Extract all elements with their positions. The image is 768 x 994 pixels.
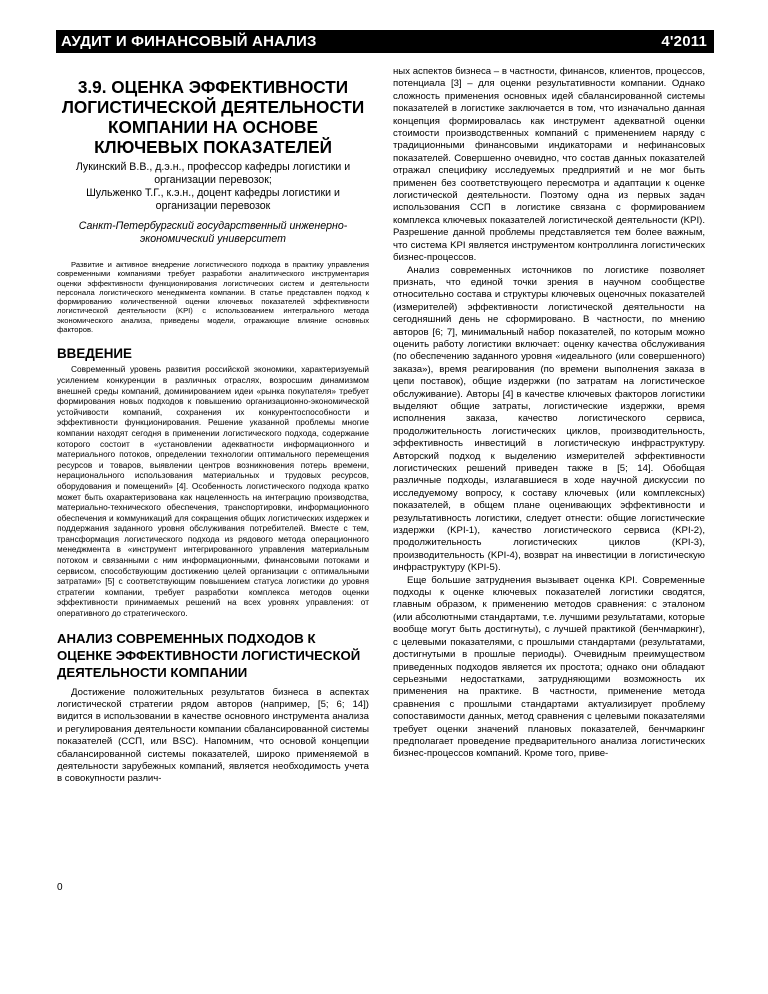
- right-paragraph-2: Анализ современных источников по логистике позволяет признать, что единой точки зрения в научном сообществе относительно состава и структуры ключевых оценочных показателей (измерителей) эффективности логистической деятельности на сегодняшний день не сформировано. В частности, по мнению авторов [6; 7], минимальный набор показателей, по которым можно оценить работу логистики включает: оценку качества обслуживания (по обеспечению заданного уровня «идеального (или совершенного) заказа»), время реагирования (по времени выполнения заказа в цепи поставок), общие издержки (по затратам на логистическое обслуживание). Авторы [4] в качестве ключевых факторов логистики выделяют общие затраты, логистические издержки, время исполнения заказа, качество логистического сервиса, продолжительность логистических циклов, производительность, эффективность инвестиций в логистическую инфраструктуру. Авторский подход к выделению измерителей эффективности логистических решений приведен также в [5; 14]. Обобщая различные подходы, излагавшиеся в ходе научной дискуссии по исследуемому вопросу, к составу ключевых (или комплексных) показателей, в общем плане оценивающих эффективности и результативность логистики, следует отнести: общие логистические издержки (KPI-1), качество логистического сервиса (KPI-2), продолжительность логистических циклов (KPI-3), производительность (KPI-4), возврат на инвестиции в логистическую инфраструктуру (KPI-5).: [393, 264, 705, 574]
- author-1: Лукинский В.В., д.э.н., профессор кафедры логистики и организации перевозок;: [75, 161, 351, 186]
- analysis-heading: АНАЛИЗ СОВРЕМЕННЫХ ПОДХОДОВ К ОЦЕНКЕ ЭФФЕКТИВНОСТИ ЛОГИСТИЧЕСКОЙ ДЕЯТЕЛЬНОСТИ КОМПАНИИ: [57, 630, 361, 680]
- intro-heading: ВВЕДЕНИЕ: [57, 346, 132, 362]
- intro-paragraph: Современный уровень развития российской экономики, характеризуемый усилением конкуренции в различных отраслях, возросшим динамизмом внешней среды компаний, доминированием идеи «рынка покупателя» требует формирования новых подходов к повышению организационно-экономической устойчивости компаний, сохранения их конкурентоспособности и эффективности функционирования. Решение указанной проблемы многие компании находят сегодня в применении логистического подхода, содержание которого состоит в «установлении адекватности информационного и материального потоков, определении технологии оптимального перемещения ресурсов и товаров, выявлении центров возникновения потерь времени, нерационального использования материальных и трудовых ресурсов, оборудования и помещений» [4]. Особенность логистического подхода кратко может быть охарактеризована как нацеленность на интеграцию производства, материально-технического обеспечения, транспортировки, информационного обеспечения и коммуникаций для сокращения общих логистических издержек и поддержания заданного уровня обслуживания потребителей. Вместе с тем, трансформация логистического подхода из рядового метода операционного менеджмента в «инструмент интегрированного управления материальным потоком и связанными с ним информационными, финансовыми потоками и сервисом, способствующим достижению целей организации с оптимальными затратами» [5] с соответствующим повышением статуса логистики до уровня стратегии компании, требует разработки комплекса методов оценки эффективности принимаемых решений на всех уровнях управления: от оперативного до стратегического.: [57, 364, 369, 619]
- author-list: [57, 161, 369, 213]
- right-column: [393, 66, 705, 761]
- analysis-paragraph: Достижение положительных результатов бизнеса в аспектах логистической стратегии рядом авторов (например, [5; 6; 14]) видится в использовании в качестве основного инструмента анализа и регулирования деятельности компании сбалансированной системы показателей (ССП, или BSC). Напомним, что основой концепции сбалансированной системы показателей, широко применяемой в деятельности зарубежных компаний, является необходимость учета в совокупности различ-: [57, 686, 369, 785]
- author-affiliation: Санкт-Петербургский государственный инженерно-экономический университет: [78, 220, 348, 245]
- author-2: Шульженко Т.Г., к.э.н., доцент кафедры логистики и организации перевозок: [86, 187, 340, 212]
- page-number: 0: [57, 882, 63, 893]
- article-title: 3.9. ОЦЕНКА ЭФФЕКТИВНОСТИ ЛОГИСТИЧЕСКОЙ ДЕЯТЕЛЬНОСТИ КОМПАНИИ НА ОСНОВЕ КЛЮЧЕВЫХ ПОКАЗАТЕЛЕЙ: [61, 77, 365, 157]
- right-paragraph-1: ных аспектов бизнеса – в частности, финансов, клиентов, процессов, потенциала [3] – для оценки результативности компании. Однако сложность применения основных идей сбалансированной системы показателей в логистике заключается в том, что изначально данная концепция формировалась как инструмент адекватной оценки стоимости производственных компаний с применением наряду с традиционными финансовыми индикаторами и нефинансовых показателей. Совершенно очевидно, что состав данных показателей отражал специфику исследуемых предприятий и не мог быть применен без соответствующего пересмотра и адаптации к оценке логистической деятельности. Поэтому одна из первых задач использования ССП в логистике связана с формированием комплекса ключевых показателей логистической деятельности (KPI). Разрешение данной проблемы представляется тем более важным, что система KPI является инструментом контроллинга логистических бизнес-процессов.: [393, 66, 705, 264]
- right-paragraph-3: Еще большие затруднения вызывает оценка KPI. Современные подходы к оценке ключевых показателей логистики сводятся, главным образом, к применению методов сравнения: с эталоном (или абсолютными стандартами, т.е. лучшими результатами, которые вообще могут быть достигнуты), с лучшей практикой (бенчмаркинг), с целевыми показателями, с прошлыми стандартами (результатами, достигнутыми в прошлые периоды). Очевидным преимуществом приведенных подходов является их простота; однако они обладают серьезными недостатками, затрудняющими возможность их применения на практике. В частности, применение метода сравнения с прошлыми стандартами актуализирует проблему сопоставимости данных, метод сравнения с целевыми показателями требует оценки значений плановых показателей, бенчмаркинг предполагает проведение предварительного анализа логистических бизнес-процессов компаний. Кроме того, приве-: [393, 574, 705, 760]
- journal-section-title: АУДИТ И ФИНАНСОВЫЙ АНАЛИЗ: [61, 33, 317, 50]
- journal-issue-number: 4'2011: [661, 33, 707, 50]
- left-column: [57, 66, 369, 786]
- article-abstract: Развитие и активное внедрение логистического подхода в практику управления современными компаниями требует разработки аналитического инструментария оценки эффективности функционирования логистических систем и деятельности персонала логистического менеджмента компании. В статье представлен подход к формированию количественной оценки ключевых показателей эффективности логистической деятельности (KPI) с использованием интегрального метода экономического анализа, приведены модели, отражающие влияние основных факторов.: [57, 260, 369, 335]
- journal-header-bar: [56, 30, 714, 53]
